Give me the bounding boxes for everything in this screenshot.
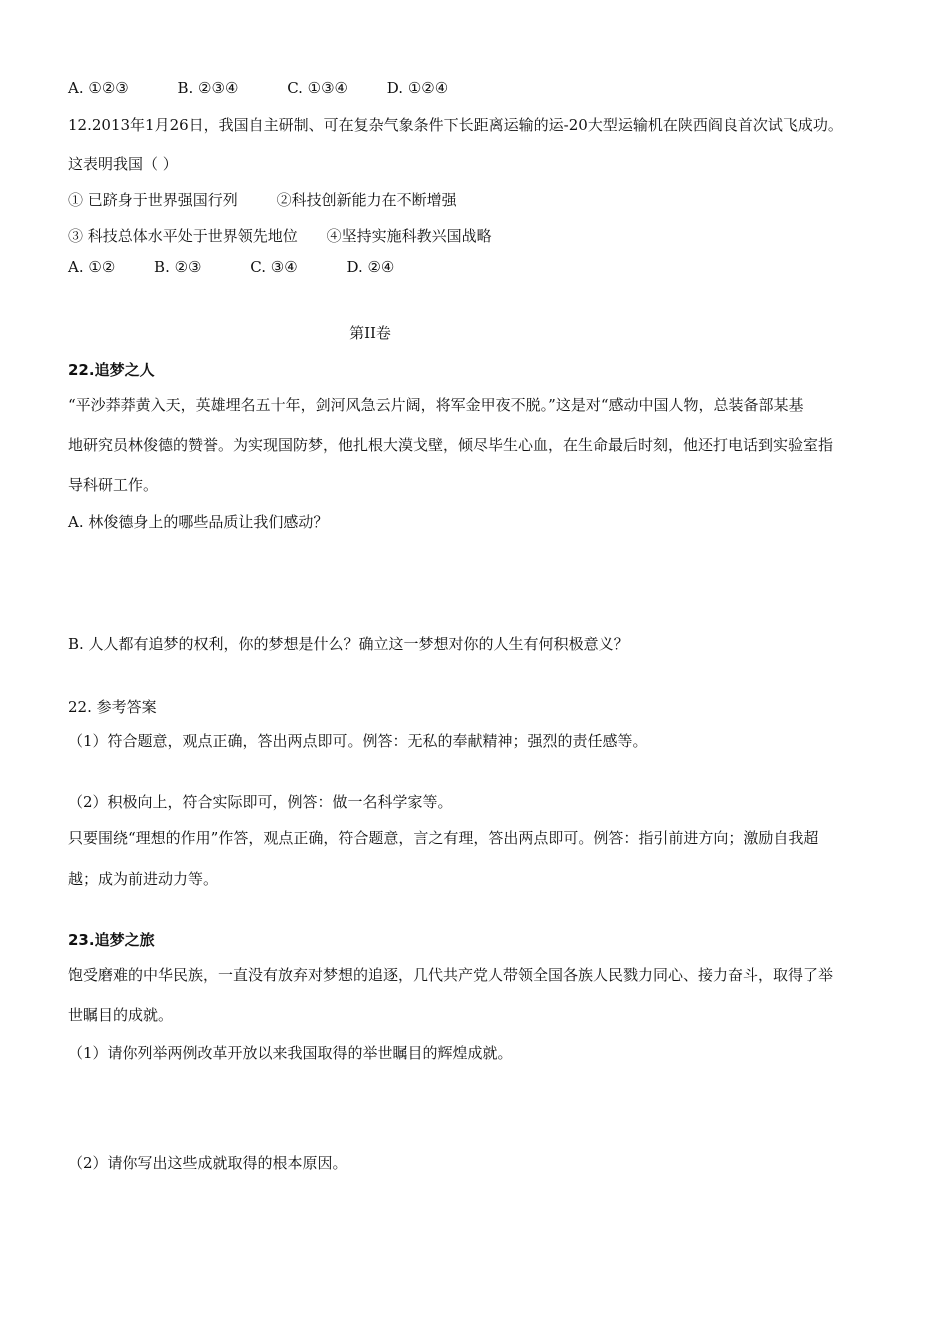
q11-options — [68, 78, 448, 98]
q12-options — [68, 257, 394, 277]
q12-choice-2: ②科技创新能力在不断增强 — [276, 191, 457, 209]
q22-sub-question-b: B. 人人都有追梦的权利，你的梦想是什么？确立这一梦想对你的人生有何积极意义？ — [68, 635, 629, 653]
answer22-title: 22. 参考答案 — [68, 698, 157, 716]
q12-choices-row1 — [68, 190, 457, 210]
answer22-line4: 越；成为前进动力等。 — [68, 870, 219, 888]
q12-option-b: B. ②③ — [154, 258, 202, 276]
q23-title: 23.追梦之旅 — [68, 931, 155, 949]
q11-option-b: B. ②③④ — [177, 79, 239, 97]
q22-paragraph-line2: 地研究员林俊德的赞誉。为实现国防梦，他扎根大漠戈壁，倾尽毕生心血，在生命最后时刻，他还打电话到实验室指 — [68, 436, 834, 454]
q22-title: 22.追梦之人 — [68, 361, 155, 379]
q12-choices-row2 — [68, 226, 492, 246]
q11-option-c: C. ①③④ — [287, 79, 349, 97]
answer22-line2: （2）积极向上，符合实际即可，例答：做一名科学家等。 — [68, 793, 453, 811]
q12-choice-4: ④坚持实施科教兴国战略 — [326, 227, 492, 245]
section-title: 第II卷 — [349, 324, 391, 342]
q12-option-d: D. ②④ — [346, 258, 395, 276]
q12-option-a: A. ①② — [68, 258, 116, 276]
answer22-line1: （1）符合题意，观点正确，答出两点即可。例答：无私的奉献精神；强烈的责任感等。 — [68, 732, 648, 750]
q23-sub-question-2: （2）请你写出这些成就取得的根本原因。 — [68, 1154, 348, 1172]
q22-paragraph-line1: “平沙莽莽黄入天，英雄埋名五十年，剑河风急云片阔，将军金甲夜不脱。”这是对“感动中国人物，总装备部某基 — [68, 396, 804, 414]
q23-sub-question-1: （1）请你列举两例改革开放以来我国取得的举世瞩目的辉煌成就。 — [68, 1044, 513, 1062]
q12-choice-1: ① 已跻身于世界强国行列 — [68, 191, 238, 209]
q23-paragraph-line1: 饱受磨难的中华民族，一直没有放弃对梦想的追逐，几代共产党人带领全国各族人民戮力同心、接力奋斗，取得了举 — [68, 966, 834, 984]
q12-stem-line2: 这表明我国（ ） — [68, 155, 178, 173]
answer22-line3: 只要围绕“理想的作用”作答，观点正确，符合题意，言之有理，答出两点即可。例答：指引前进方向；激励自我超 — [68, 829, 819, 847]
q22-sub-question-a: A. 林俊德身上的哪些品质让我们感动？ — [68, 513, 329, 531]
q23-paragraph-line2: 世瞩目的成就。 — [68, 1006, 174, 1024]
q11-option-a: A. ①②③ — [68, 79, 129, 97]
q22-paragraph-line3: 导科研工作。 — [68, 476, 159, 494]
q12-stem-line1: 12.2013年1月26日，我国自主研制、可在复杂气象条件下长距离运输的运-20大型运输机在陕西阎良首次试飞成功。 — [68, 116, 843, 134]
q12-option-c: C. ③④ — [250, 258, 298, 276]
q11-option-d: D. ①②④ — [386, 79, 449, 97]
q12-choice-3: ③ 科技总体水平处于世界领先地位 — [68, 227, 298, 245]
